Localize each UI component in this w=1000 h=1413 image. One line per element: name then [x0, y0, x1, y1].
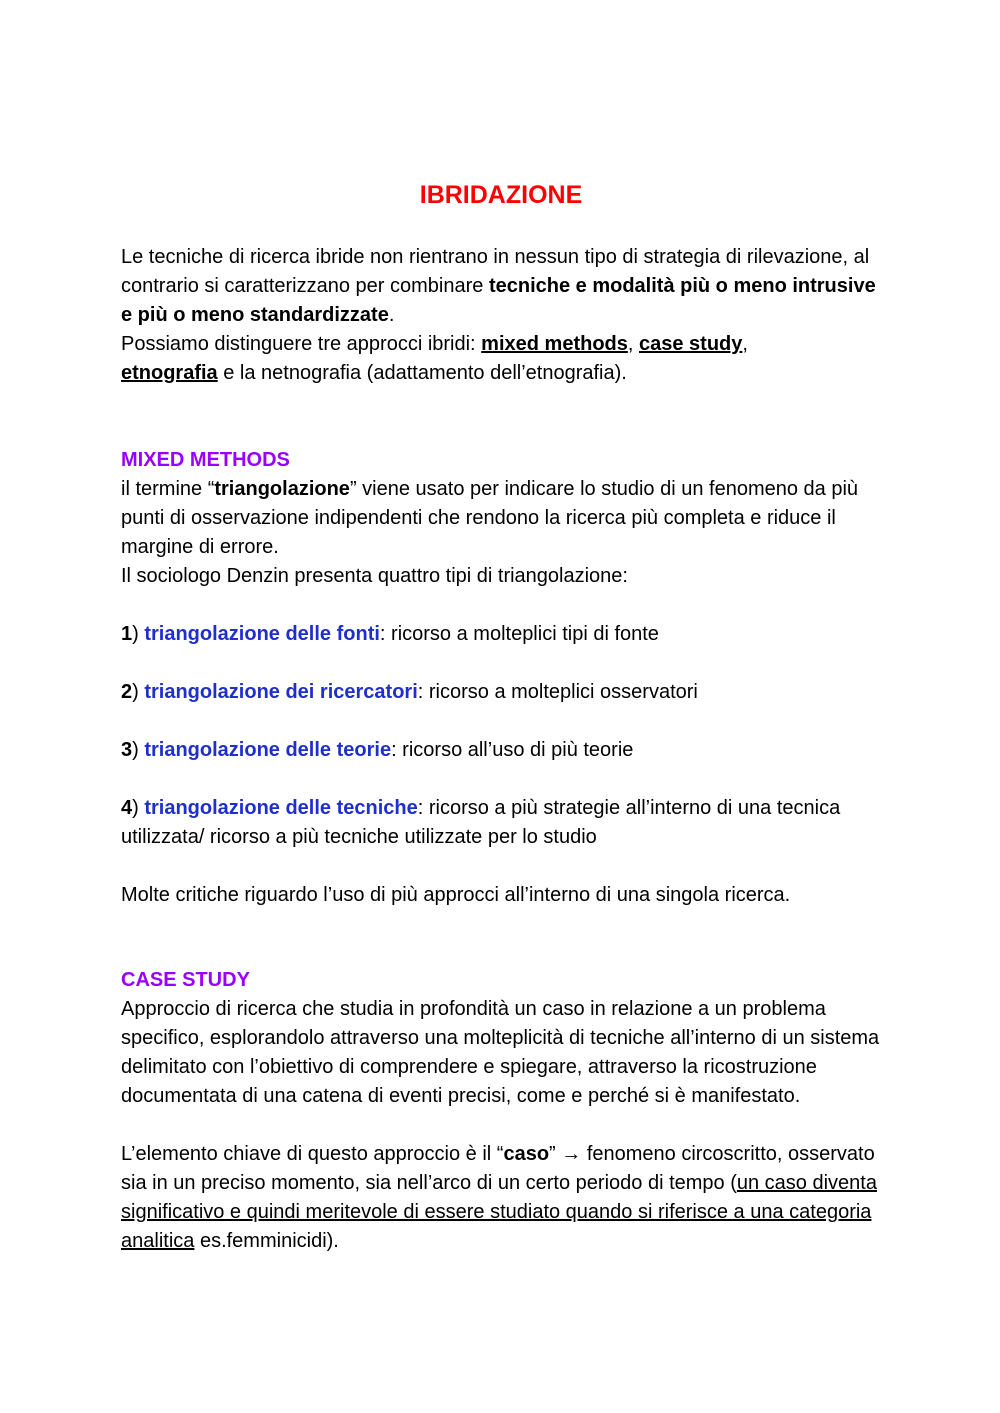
intro-section	[121, 243, 881, 388]
item-desc: : ricorso a molteplici tipi di fonte	[379, 623, 659, 645]
intro-text-2: Possiamo distinguere tre approcci ibridi:	[121, 333, 482, 355]
text: ” → fenomeno circoscritto, osservato sia in un preciso momento, sia nell’arco di un certo periodo di tempo (	[121, 1143, 875, 1194]
intro-bold-text: tecniche e modalità più o meno intrusive e più o meno standardizzate	[121, 275, 876, 326]
item-number: 1	[121, 623, 133, 645]
text: il termine “	[121, 478, 215, 500]
denzin-paragraph: Il sociologo Denzin presenta quattro tipi di triangolazione:	[121, 565, 628, 587]
item-term: triangolazione delle fonti	[144, 623, 380, 645]
item-desc: : ricorso a più strategie all’interno di una tecnica utilizzata/ ricorso a più tecniche utilizzate per lo studio	[121, 797, 841, 848]
item-paren: )	[132, 797, 145, 819]
case-study-paragraph-1: Approccio di ricerca che studia in profondità un caso in relazione a un problema specifico, esplorandolo attraverso una molteplicità di tecniche all’interno di un sistema delimitato con l’obiettivo di comprendere e spiegare, attraverso la ricostruzione documentata di una catena di eventi precisi, come e perché si è manifestato.	[121, 998, 880, 1107]
case-study-paragraph-2	[121, 1140, 881, 1256]
list-item	[121, 794, 881, 852]
text: ” viene usato per indicare lo studio di un fenomeno da più punti di osservazione indipendenti che rendono la ricerca più completa e riduce il margine di errore.	[121, 478, 859, 558]
item-number: 2	[121, 681, 133, 703]
text: L’elemento chiave di questo approccio è il “	[121, 1143, 504, 1165]
caso-term: caso	[503, 1143, 550, 1165]
page-title: IBRIDAZIONE	[419, 181, 583, 209]
item-paren: )	[132, 681, 145, 703]
case-study-term: case study	[639, 333, 743, 355]
closing-paragraph: Molte critiche riguardo l’uso di più approcci all’interno di una singola ricerca.	[121, 884, 791, 906]
triangolazione-term: triangolazione	[214, 478, 350, 500]
section-heading-case-study: CASE STUDY	[121, 969, 250, 991]
case-study-section	[121, 966, 881, 1256]
comma: ,	[627, 333, 639, 355]
item-term: triangolazione delle teorie	[144, 739, 392, 761]
list-item	[121, 678, 881, 707]
section-heading-mixed-methods: MIXED METHODS	[121, 449, 290, 471]
item-term: triangolazione delle tecniche	[144, 797, 418, 819]
intro-text: Le tecniche di ricerca ibride non rientrano in nessun tipo di strategia di rilevazione, al contrario si caratterizzano per combinare	[121, 246, 870, 297]
item-number: 4	[121, 797, 133, 819]
intro-paragraph-2	[121, 330, 881, 388]
item-number: 3	[121, 739, 133, 761]
intro-period: .	[388, 304, 395, 326]
item-desc: : ricorso a molteplici osservatori	[417, 681, 698, 703]
text: es.femminicidi).	[194, 1230, 339, 1252]
list-item	[121, 736, 881, 765]
item-desc: : ricorso all’uso di più teorie	[391, 739, 634, 761]
comma: ,	[742, 333, 748, 355]
item-paren: )	[132, 623, 145, 645]
triangolazione-paragraph	[121, 475, 881, 562]
intro-paragraph-1	[121, 243, 881, 330]
mixed-methods-section	[121, 446, 881, 910]
item-term: triangolazione dei ricercatori	[144, 681, 418, 703]
etnografia-term: etnografia	[121, 362, 218, 384]
item-paren: )	[132, 739, 145, 761]
mixed-methods-term: mixed methods	[481, 333, 628, 355]
list-item	[121, 620, 881, 649]
intro-text-3: e la netnografia (adattamento dell’etnografia).	[217, 362, 627, 384]
underlined-text: un caso diventa significativo e quindi meritevole di essere studiato quando si riferisce a una categoria analitica	[121, 1172, 877, 1252]
